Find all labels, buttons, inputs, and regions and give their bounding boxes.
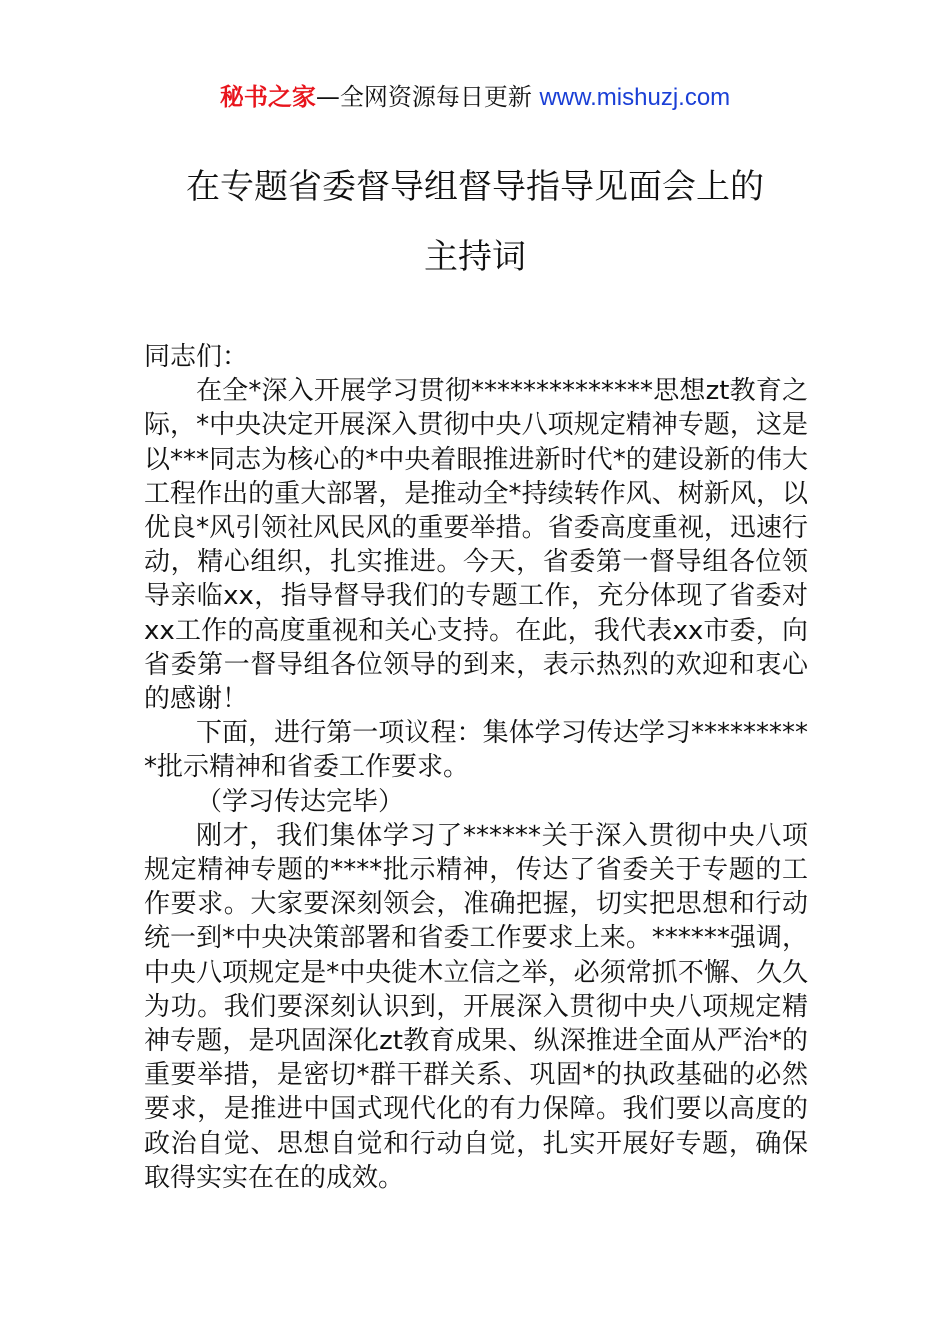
paragraph-agenda: 下面，进行第一项议程：集体学习传达学习**********批示精神和省委工作要求。: [144, 718, 808, 783]
site-url-link[interactable]: www.mishuzj.com: [539, 84, 731, 111]
greeting: 同志们：: [144, 342, 249, 372]
paragraph-opening: 在全*深入开展学习贯彻**************思想zt教育之际，*中央决定开展深入贯彻中央八项规定精神专题，这是以***同志为核心的*中央着眼推进新时代*的建设新的伟大工程作出的重大部署，是推动全*持续转作风、树新风，以优良*风引领社风民风的重要举措。省委高度重视，迅速行动，精心组织，扎实推进。今天，省委第一督导组各位领导亲临xx，指导督导我们的专题工作，充分体现了省委对xx工作的高度重视和关心支持。在此，我代表xx市委，向省委第一督导组各位领导的到来，表示热烈的欢迎和衷心的感谢！: [144, 376, 808, 715]
title-line-1: 在专题省委督导组督导指导见面会上的: [186, 167, 764, 207]
brand-name: 秘书之家: [219, 83, 316, 111]
banner-tagline: —全网资源每日更新: [315, 83, 540, 111]
title-line-2: 主持词: [424, 237, 526, 277]
document-body: [144, 340, 808, 1195]
site-banner: [0, 80, 950, 115]
paragraph-summary: 刚才，我们集体学习了******关于深入贯彻中央八项规定精神专题的****批示精神，传达了省委关于专题的工作要求。大家要深刻领会，准确把握，切实把思想和行动统一到*中央决策部署和省委工作要求上来。******强调，中央八项规定是*中央徙木立信之举，必须常抓不懈、久久为功。我们要深刻认识到，开展深入贯彻中央八项规定精神专题，是巩固深化zt教育成果、纵深推进全面从严治*的重要举措，是密切*群干群关系、巩固*的执政基础的必然要求，是推进中国式现代化的有力保障。我们要以高度的政治自觉、思想自觉和行动自觉，扎实开展好专题，确保取得实实在在的成效。: [144, 820, 808, 1193]
document-title: [0, 152, 950, 292]
paragraph-note: （学习传达完毕）: [196, 786, 405, 817]
